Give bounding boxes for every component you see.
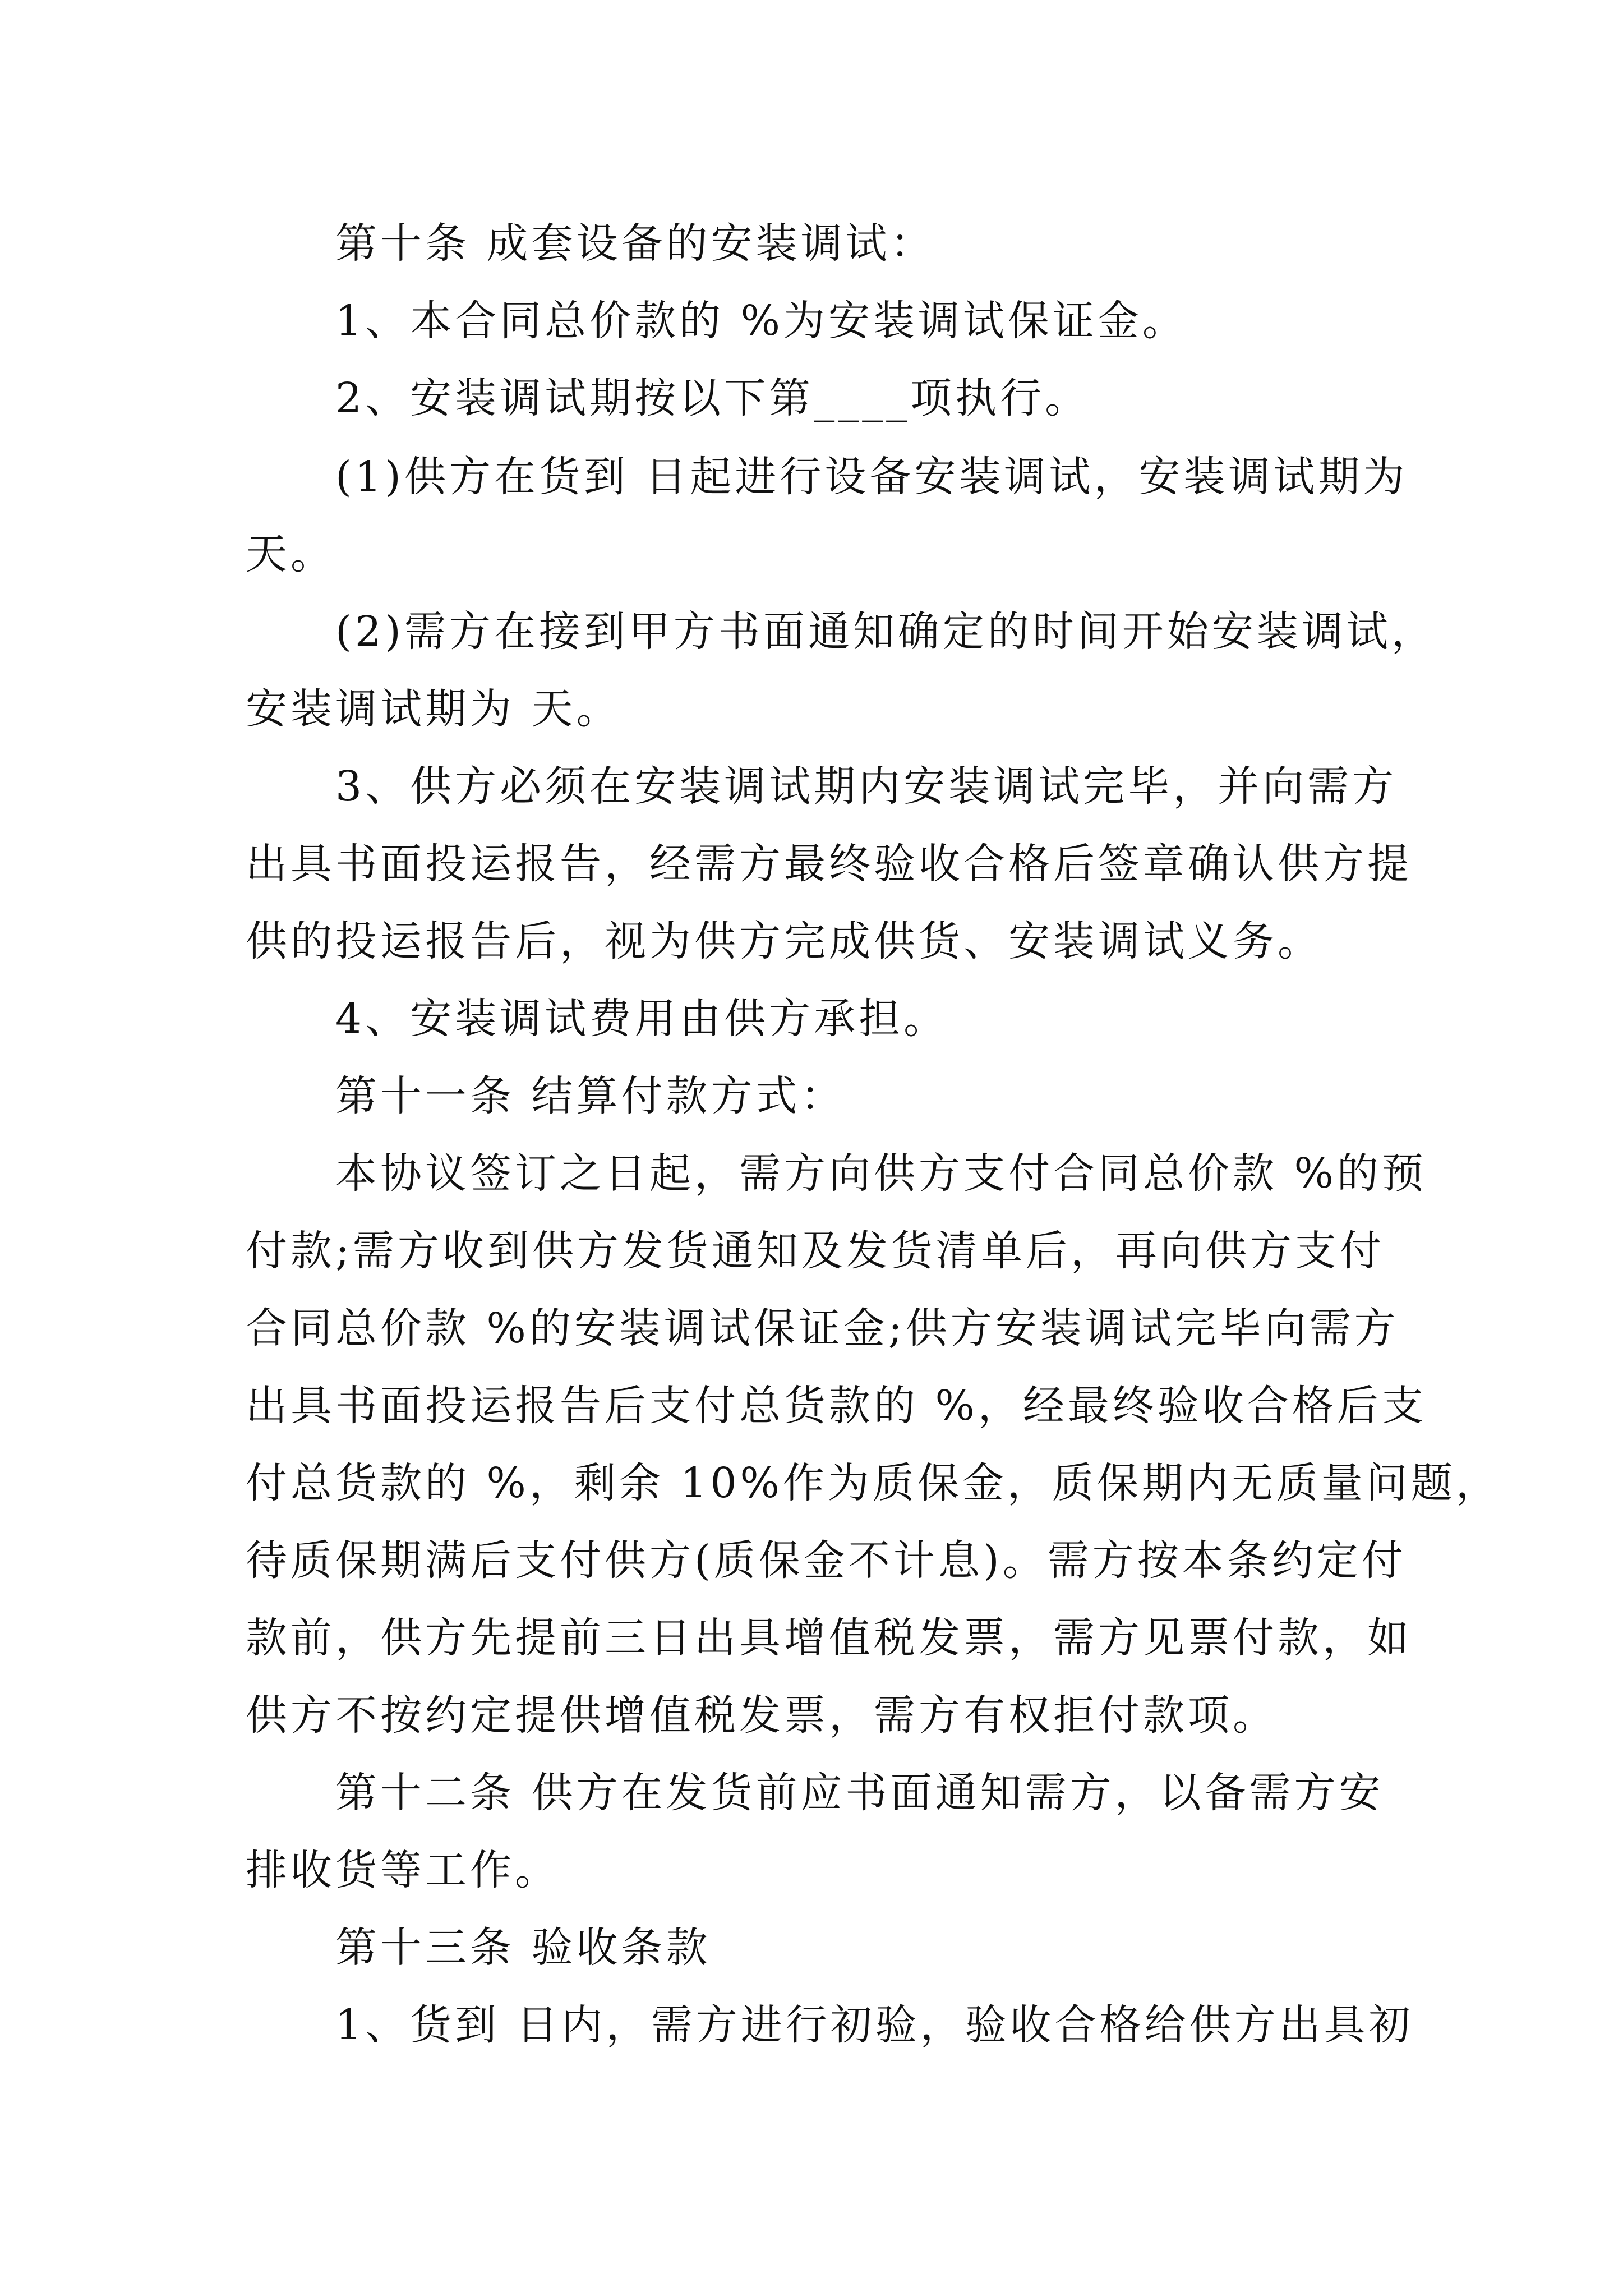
article-10-item-2: 2、安装调试期按以下第____项执行。 (335, 374, 1090, 422)
article-13-item-1: 1、货到 日内，需方进行初验，验收合格给供方出具初 (335, 2001, 1414, 2049)
article-12-paragraph-cont: 排收货等工作。 (246, 1846, 560, 1894)
article-10-item-4: 4、安装调试费用由供方承担。 (335, 995, 949, 1043)
article-10-item-2-1-cont: 天。 (246, 530, 335, 578)
article-10-item-1: 1、本合同总价款的 %为安装调试保证金。 (335, 297, 1187, 345)
article-10-item-3-cont-1: 出具书面投运报告，经需方最终验收合格后签章确认供方提 (246, 840, 1412, 888)
article-11-paragraph-cont-6: 款前，供方先提前三日出具增值税发票，需方见票付款，如 (246, 1614, 1412, 1662)
article-11-paragraph-cont-3: 出具书面投运报告后支付总货款的 %，经最终验收合格后支 (246, 1382, 1427, 1430)
article-12-paragraph: 第十二条 供方在发货前应书面通知需方，以备需方安 (335, 1769, 1384, 1817)
article-10-item-2-2-cont: 安装调试期为 天。 (246, 685, 621, 733)
article-11-paragraph-cont-5: 待质保期满后支付供方(质保金不计息)。需方按本条约定付 (246, 1536, 1407, 1585)
article-11-paragraph-cont-1: 付款;需方收到供方发货通知及发货清单后，再向供方支付 (246, 1227, 1385, 1275)
article-10-item-3: 3、供方必须在安装调试期内安装调试完毕，并向需方 (335, 762, 1398, 811)
article-11-paragraph-cont-2: 合同总价款 %的安装调试保证金;供方安装调试完毕向需方 (246, 1304, 1399, 1352)
article-11-heading: 第十一条 结算付款方式： (335, 1072, 846, 1120)
article-10-item-3-cont-2: 供的投运报告后，视为供方完成供货、安装调试义务。 (246, 917, 1322, 965)
article-11-paragraph-cont-4: 付总货款的 %，剩余 10%作为质保金，质保期内无质量问题， (246, 1459, 1501, 1507)
article-10-item-2-1: (1)供方在货到 日起进行设备安装调试，安装调试期为 (335, 453, 1408, 501)
article-11-paragraph: 本协议签订之日起，需方向供方支付合同总价款 %的预 (335, 1149, 1427, 1198)
article-13-heading: 第十三条 验收条款 (335, 1924, 711, 1972)
article-11-paragraph-cont-7: 供方不按约定提供增值税发票，需方有权拒付款项。 (246, 1691, 1278, 1740)
article-10-heading: 第十条 成套设备的安装调试： (335, 219, 935, 268)
article-10-item-2-2: (2)需方在接到甲方书面通知确定的时间开始安装调试， (335, 608, 1436, 656)
